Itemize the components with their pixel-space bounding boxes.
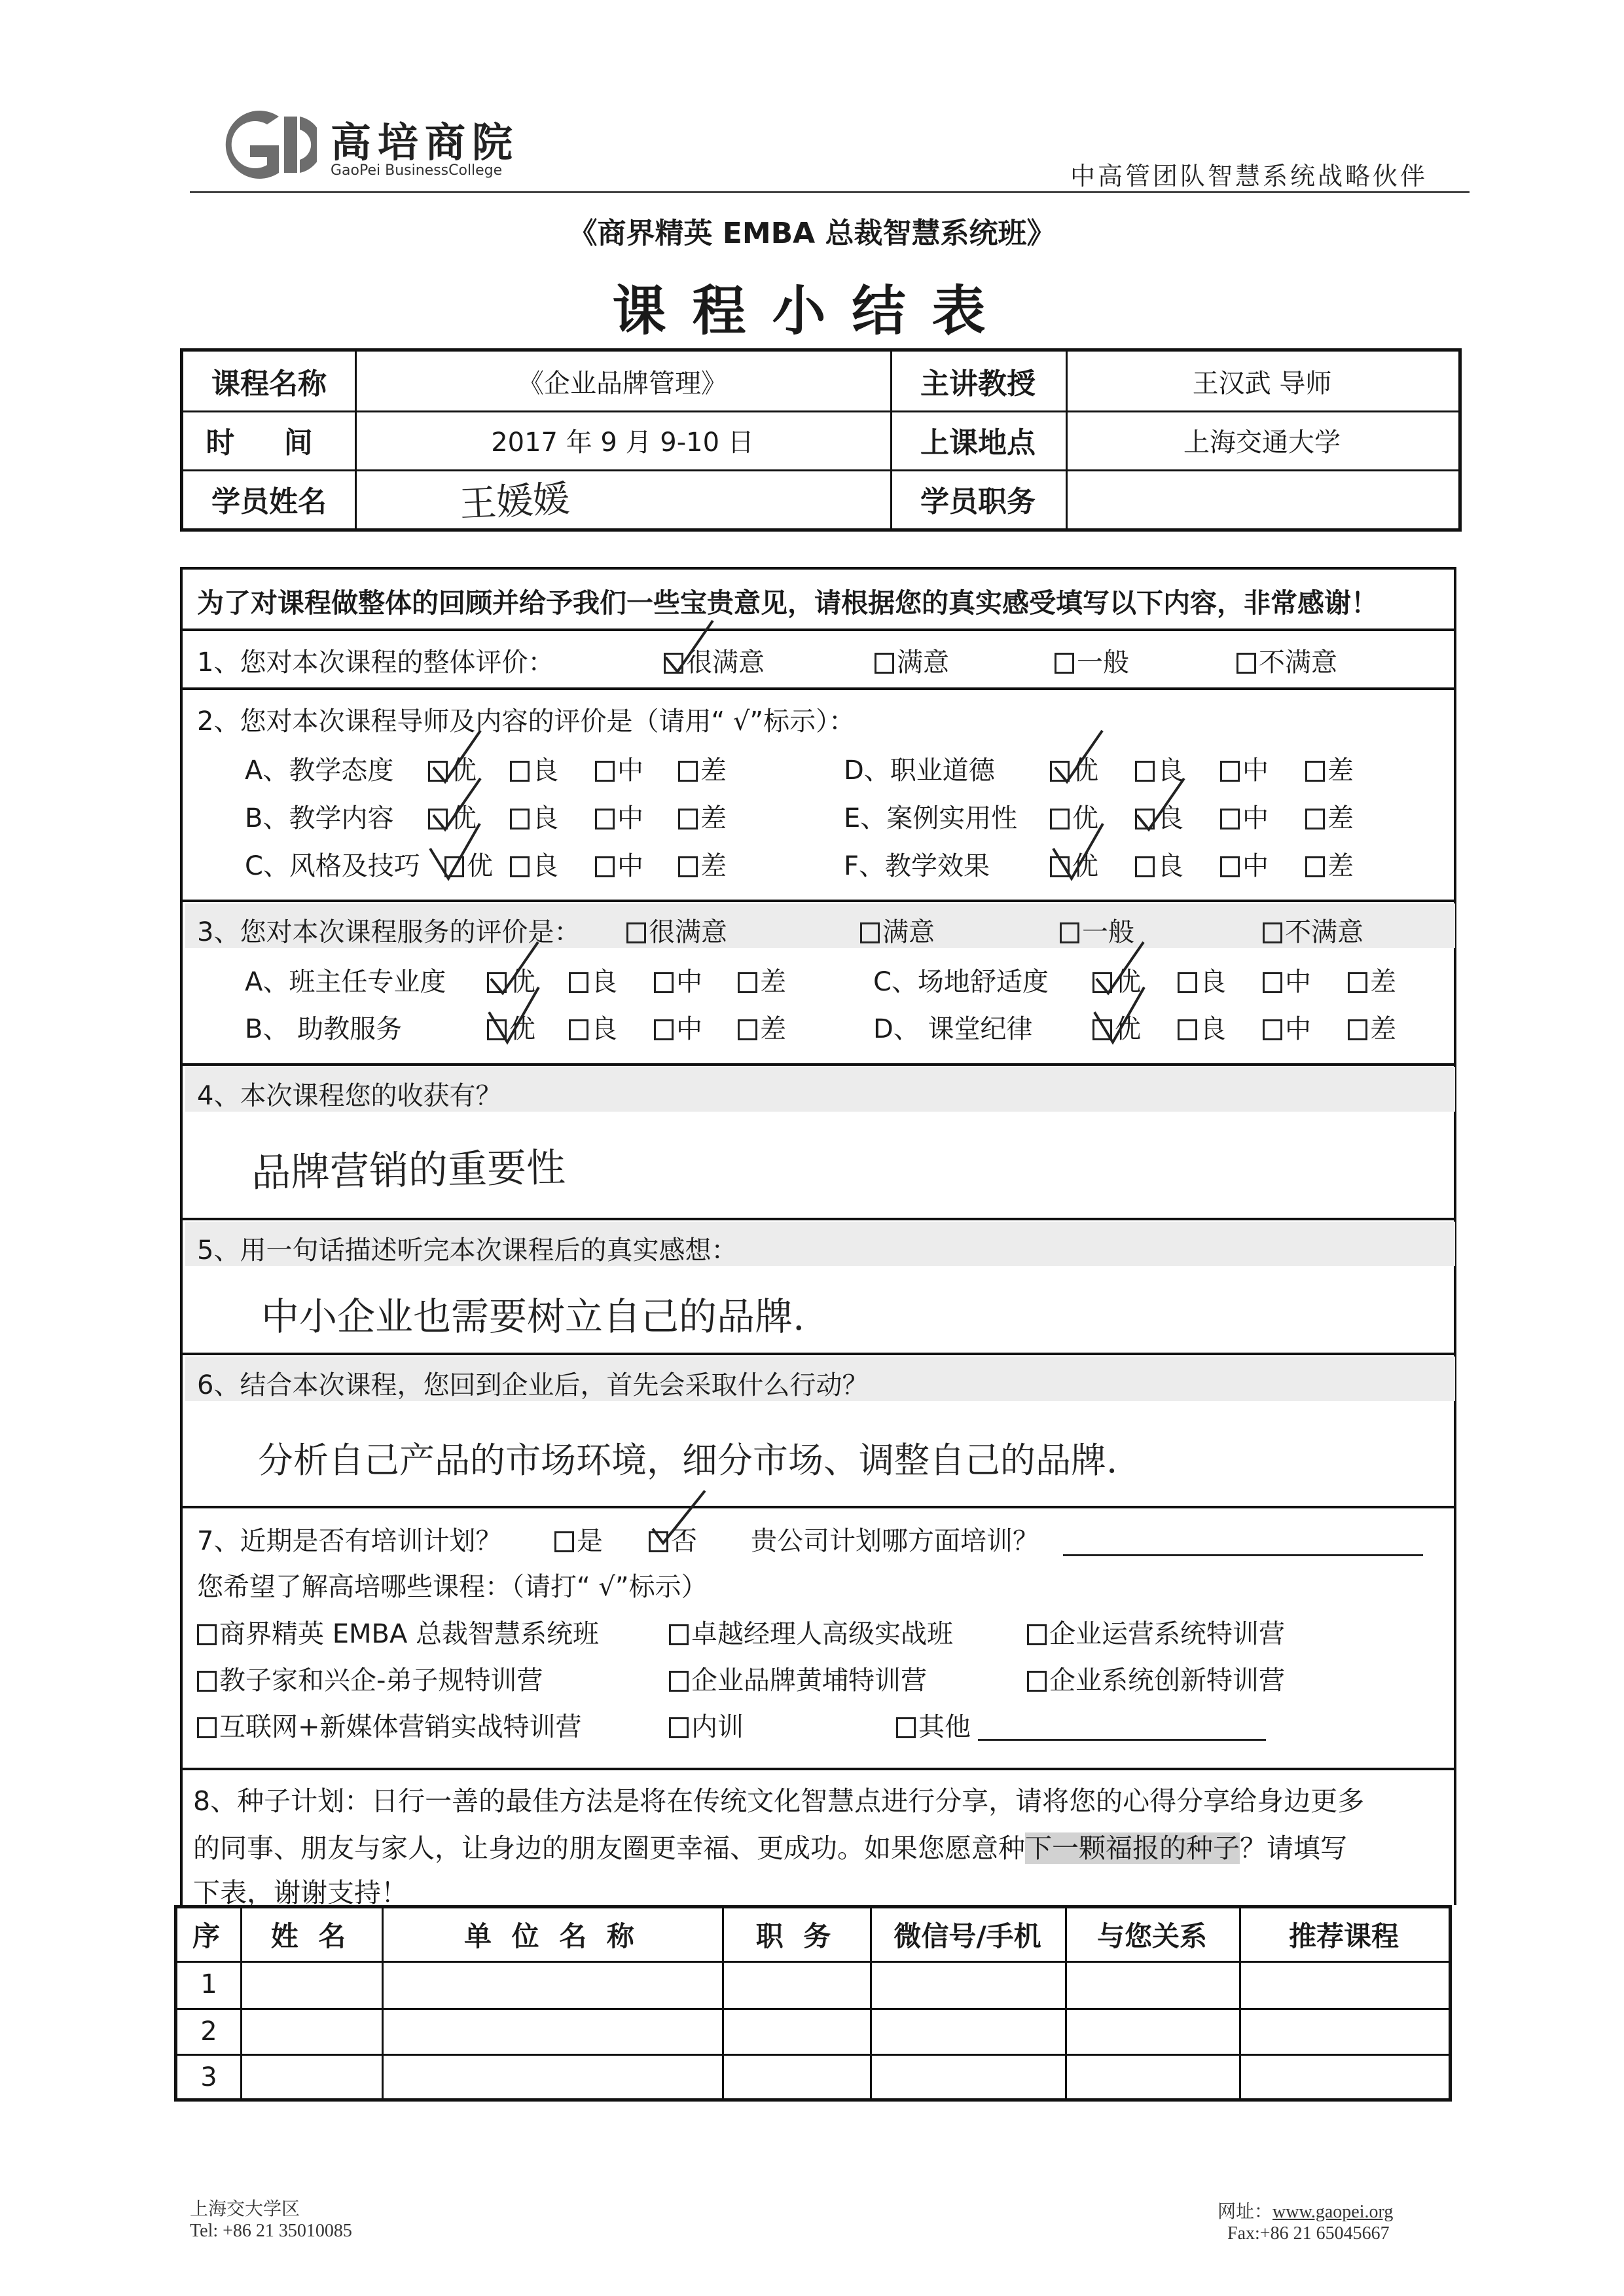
time-value: 2017 年 9 月 9-10 日 <box>491 427 754 458</box>
checkmark-icon <box>425 822 484 881</box>
header-divider <box>190 191 1470 193</box>
other-answer-line[interactable] <box>978 1739 1266 1741</box>
grade-option[interactable] <box>595 797 643 835</box>
course-info-table <box>180 348 1462 532</box>
grade-label: 中 <box>1242 851 1269 881</box>
grade-label: 良 <box>1157 756 1183 786</box>
grade-label: 差 <box>1370 1014 1396 1044</box>
grade-label: 中 <box>676 1014 702 1044</box>
footer-website <box>1218 2197 1393 2223</box>
tagline: 中高管团队智慧系统战略伙伴 <box>1070 162 1428 191</box>
grade-label: 差 <box>1370 967 1396 997</box>
q3-option-satisfied[interactable] <box>860 911 935 949</box>
grade-label: 差 <box>760 967 786 997</box>
course-option-innovation[interactable] <box>1027 1660 1285 1697</box>
grade-label: 优 <box>450 756 477 786</box>
q3-item-b-label: B、 助教服务 <box>245 1014 403 1044</box>
grade-option[interactable] <box>738 1008 786 1046</box>
grade-label: 差 <box>700 851 727 881</box>
grade-option[interactable] <box>654 1008 702 1046</box>
checkmark-icon <box>649 1489 708 1548</box>
checkbox-icon[interactable] <box>1263 972 1282 993</box>
checkbox-icon[interactable] <box>1305 809 1325 829</box>
option-label: 企业系统创新特训营 <box>1049 1666 1285 1696</box>
checkbox-icon[interactable] <box>595 856 615 877</box>
divider <box>183 687 1454 690</box>
checkbox-icon[interactable] <box>197 1624 217 1645</box>
option-label: 不满意 <box>1285 917 1363 947</box>
grade-option[interactable] <box>595 845 643 883</box>
col-header-name: 姓 名 <box>270 1920 352 1952</box>
grade-label: 优 <box>1072 851 1098 881</box>
position-label: 学员职务 <box>920 485 1036 519</box>
grade-option[interactable] <box>510 797 558 835</box>
q7-option-yes[interactable] <box>554 1520 603 1558</box>
table-row-index: 2 <box>200 2016 217 2047</box>
checkbox-icon[interactable] <box>626 922 646 943</box>
grade-option[interactable] <box>1220 845 1269 883</box>
grade-option[interactable] <box>1135 845 1183 883</box>
course-option-other[interactable] <box>896 1706 971 1743</box>
checkbox-icon[interactable] <box>1305 761 1325 782</box>
gaopei-logo-icon <box>202 105 317 185</box>
checkbox-icon[interactable] <box>1055 653 1074 674</box>
grade-label: 优 <box>1115 967 1141 997</box>
checkbox-icon[interactable] <box>678 809 698 829</box>
grade-label: 差 <box>760 1014 786 1044</box>
q6-answer-handwritten[interactable]: 分析自己产品的市场环境，细分市场、调整自己的品牌. <box>258 1440 1118 1481</box>
q2-item-c-label: C、风格及技巧 <box>245 851 420 881</box>
form-title: 课程小结表 <box>612 280 1012 342</box>
checkbox-icon[interactable] <box>669 1671 689 1692</box>
professor-label: 主讲教授 <box>920 367 1036 401</box>
course-option-emba[interactable] <box>197 1613 599 1650</box>
plan-answer-line[interactable] <box>1063 1554 1423 1556</box>
checkbox-icon[interactable] <box>197 1671 217 1692</box>
checkbox-icon[interactable] <box>595 809 615 829</box>
col-header-relation: 与您关系 <box>1096 1920 1207 1952</box>
footer-tel: Tel: +86 21 35010085 <box>190 2221 352 2241</box>
survey-box <box>180 567 1456 1770</box>
checkbox-icon[interactable] <box>1220 809 1240 829</box>
q8-line-1: 8、种子计划：日行一善的最佳方法是将在传统文化智慧点进行分享，请将您的心得分享给身边更多 <box>193 1785 1365 1817</box>
checkbox-icon[interactable] <box>1027 1624 1047 1645</box>
checkbox-icon[interactable] <box>738 972 757 993</box>
divider <box>183 900 1454 902</box>
series-title: 《商界精英 EMBA 总裁智慧系统班》 <box>568 217 1056 250</box>
checkbox-icon[interactable] <box>1263 1019 1282 1040</box>
grade-option[interactable] <box>678 797 727 835</box>
footer-campus: 上海交大学区 <box>190 2199 300 2219</box>
checkmark-icon <box>1048 822 1107 881</box>
checkbox-icon[interactable] <box>569 1019 588 1040</box>
logo-english-name: GaoPei BusinessCollege <box>331 162 503 179</box>
q3-item-c-label: C、场地舒适度 <box>873 967 1049 997</box>
grade-label: 中 <box>1285 967 1311 997</box>
checkbox-icon[interactable] <box>1220 761 1240 782</box>
grade-option[interactable] <box>1305 797 1354 835</box>
q3-text: 3、您对本次课程服务的评价是： <box>197 917 581 947</box>
course-option-operations[interactable] <box>1027 1613 1285 1650</box>
checkbox-icon[interactable] <box>1236 653 1256 674</box>
checkbox-icon[interactable] <box>678 856 698 877</box>
grade-option[interactable] <box>569 961 617 998</box>
col-header-index: 序 <box>192 1920 225 1952</box>
checkbox-icon[interactable] <box>1135 856 1155 877</box>
q2-item-a-label: A、教学态度 <box>245 756 394 786</box>
q8-line-2 <box>193 1827 1347 1865</box>
q3-option-unsatisfied[interactable] <box>1263 911 1363 949</box>
grade-label: 优 <box>1072 803 1098 833</box>
table-row-index: 1 <box>200 1969 217 1999</box>
col-header-course: 推荐课程 <box>1288 1920 1399 1952</box>
grade-option[interactable] <box>1305 750 1354 787</box>
checkbox-icon[interactable] <box>669 1717 689 1738</box>
q1-option-average[interactable] <box>1055 642 1129 679</box>
checkmark-icon <box>1132 774 1191 833</box>
grade-label: 中 <box>1285 1014 1311 1044</box>
q3-option-very-satisfied[interactable] <box>626 911 727 949</box>
q6-text: 6、结合本次课程，您回到企业后，首先会采取什么行动？ <box>197 1370 869 1400</box>
student-name-handwritten[interactable]: 王媛媛 <box>458 477 571 526</box>
checkbox-icon[interactable] <box>669 1624 689 1645</box>
course-option-inhouse[interactable] <box>669 1706 744 1743</box>
q8-line-3: 下表，谢谢支持！ <box>193 1877 408 1908</box>
col-header-company: 单 位 名 称 <box>464 1920 640 1952</box>
grade-label: 差 <box>1327 803 1354 833</box>
checkbox-icon[interactable] <box>875 653 894 674</box>
grade-label: 良 <box>532 851 558 881</box>
course-name-label: 课程名称 <box>211 367 327 401</box>
checkbox-icon[interactable] <box>595 761 615 782</box>
logo-chinese-name: 高培商院 <box>331 118 520 166</box>
course-option-manager[interactable] <box>669 1613 953 1650</box>
grade-label: 中 <box>1242 803 1269 833</box>
q1-option-satisfied[interactable] <box>875 642 949 679</box>
grade-label: 差 <box>700 803 727 833</box>
checkmark-icon <box>484 986 543 1045</box>
grade-label: 良 <box>1200 1014 1226 1044</box>
checkbox-icon[interactable] <box>654 1019 674 1040</box>
divider <box>177 2008 1449 2010</box>
divider <box>183 1063 1454 1066</box>
q4-answer-handwritten[interactable]: 品牌营销的重要性 <box>251 1144 566 1197</box>
q2-item-f-label: F、教学效果 <box>844 851 990 881</box>
q5-answer-handwritten[interactable]: 中小企业也需要树立自己的品牌. <box>261 1294 805 1339</box>
option-label: 卓越经理人高级实战班 <box>691 1619 953 1649</box>
grade-label: 优 <box>467 851 493 881</box>
divider <box>183 1506 1454 1508</box>
divider <box>177 2054 1449 2056</box>
option-label: 其他 <box>918 1712 971 1742</box>
col-header-position: 职 务 <box>755 1920 837 1952</box>
q8-line-2-start: 的同事、朋友与家人，让身边的朋友圈更幸福、更成功。如果您愿意种 <box>193 1832 1025 1864</box>
checkbox-icon[interactable] <box>738 1019 757 1040</box>
q7-plan-question: 贵公司计划哪方面培训？ <box>751 1526 1039 1556</box>
grade-option[interactable] <box>678 750 727 787</box>
q7-wish-text: 您希望了解高培哪些课程：（请打“ √”标示） <box>197 1572 708 1602</box>
checkbox-icon[interactable] <box>654 972 674 993</box>
checkmark-icon <box>1050 727 1109 786</box>
grade-label: 中 <box>1242 756 1269 786</box>
checkbox-icon[interactable] <box>554 1531 574 1552</box>
grade-label: 良 <box>591 967 617 997</box>
q7-text: 7、近期是否有培训计划？ <box>197 1526 502 1556</box>
option-label: 满意 <box>897 647 949 678</box>
grade-label: 差 <box>700 756 727 786</box>
course-option-internet[interactable] <box>197 1706 582 1743</box>
grade-option[interactable] <box>1178 1008 1226 1046</box>
option-label: 企业品牌黄埔特训营 <box>691 1666 927 1696</box>
professor-value: 王汉武 导师 <box>1192 368 1332 399</box>
course-option-brand[interactable] <box>669 1660 927 1697</box>
q2-text: 2、您对本次课程导师及内容的评价是（请用“ √”标示）： <box>197 706 856 737</box>
checkbox-icon[interactable] <box>1027 1671 1047 1692</box>
time-label: 时 间 <box>206 426 333 460</box>
checkbox-icon[interactable] <box>896 1717 916 1738</box>
option-label: 很满意 <box>686 647 765 678</box>
q2-item-e-label: E、案例实用性 <box>844 803 1018 833</box>
grade-option[interactable] <box>1178 961 1226 998</box>
survey-intro: 为了对课程做整体的回顾并给予我们一些宝贵意见，请根据您的真实感受填写以下内容，非常感谢！ <box>197 587 1378 619</box>
option-label: 企业运营系统特训营 <box>1049 1619 1285 1649</box>
checkbox-icon[interactable] <box>1178 1019 1197 1040</box>
grade-option[interactable] <box>569 1008 617 1046</box>
option-label: 互联网+新媒体营销实战特训营 <box>219 1712 582 1742</box>
grade-label: 良 <box>1200 967 1226 997</box>
option-label: 一般 <box>1077 647 1129 678</box>
q2-item-b-label: B、教学内容 <box>245 803 394 833</box>
divider <box>177 1961 1449 1963</box>
checkbox-icon[interactable] <box>510 809 530 829</box>
grade-label: 优 <box>509 967 535 997</box>
grade-option[interactable] <box>654 961 702 998</box>
checkbox-icon[interactable] <box>1305 856 1325 877</box>
grade-label: 中 <box>617 756 643 786</box>
grade-label: 优 <box>450 803 477 833</box>
col-header-wechat: 微信号/手机 <box>893 1920 1041 1952</box>
checkmark-icon <box>660 617 719 676</box>
grade-option[interactable] <box>1263 961 1311 998</box>
option-label: 不满意 <box>1259 647 1337 678</box>
grade-label: 良 <box>591 1014 617 1044</box>
checkbox-icon[interactable] <box>1178 972 1197 993</box>
checkmark-icon <box>1089 986 1148 1045</box>
grade-label: 优 <box>1115 1014 1141 1044</box>
grade-option[interactable] <box>1263 1008 1311 1046</box>
website-link[interactable]: www.gaopei.org <box>1272 2202 1394 2222</box>
option-label: 否 <box>671 1526 697 1556</box>
grade-option[interactable] <box>1220 750 1269 787</box>
grade-label: 中 <box>676 967 702 997</box>
q5-text: 5、用一句话描述听完本次课程后的真实感想： <box>197 1235 738 1266</box>
grade-option[interactable] <box>510 750 558 787</box>
website-label: 网址： <box>1218 2202 1273 2222</box>
grade-option[interactable] <box>510 845 558 883</box>
grade-label: 良 <box>1157 851 1183 881</box>
checkbox-icon[interactable] <box>510 761 530 782</box>
q1-text: 1、您对本次课程的整体评价： <box>197 647 554 678</box>
footer-fax: Fax:+86 21 65045667 <box>1227 2223 1390 2244</box>
checkbox-icon[interactable] <box>510 856 530 877</box>
q3-item-d-label: D、 课堂纪律 <box>873 1014 1033 1044</box>
grade-option[interactable] <box>595 750 643 787</box>
option-label: 内训 <box>691 1712 744 1742</box>
option-label: 很满意 <box>649 917 727 947</box>
q4-text: 4、本次课程您的收获有？ <box>197 1081 502 1111</box>
grade-label: 优 <box>509 1014 535 1044</box>
grade-option[interactable] <box>1348 1008 1396 1046</box>
option-label: 满意 <box>882 917 935 947</box>
grade-label: 良 <box>1157 803 1183 833</box>
grade-option[interactable] <box>1305 845 1354 883</box>
course-option-dizigui[interactable] <box>197 1660 543 1697</box>
grade-option[interactable] <box>738 961 786 998</box>
checkbox-icon[interactable] <box>569 972 588 993</box>
option-label: 一般 <box>1082 917 1134 947</box>
checkbox-icon[interactable] <box>678 761 698 782</box>
grade-label: 优 <box>1072 756 1098 786</box>
location-value: 上海交通大学 <box>1183 427 1341 458</box>
grade-label: 差 <box>1327 756 1354 786</box>
grade-label: 良 <box>532 803 558 833</box>
checkbox-icon[interactable] <box>1263 922 1282 943</box>
position-value[interactable] <box>1066 469 1458 528</box>
q1-option-unsatisfied[interactable] <box>1236 642 1337 679</box>
grade-label: 中 <box>617 851 643 881</box>
course-name-value: 《企业品牌管理》 <box>518 368 727 399</box>
grade-label: 中 <box>617 803 643 833</box>
grade-option[interactable] <box>1220 797 1269 835</box>
checkbox-icon[interactable] <box>1060 922 1079 943</box>
divider <box>183 629 1454 631</box>
location-label: 上课地点 <box>920 426 1036 460</box>
checkbox-icon[interactable] <box>1220 856 1240 877</box>
q3-item-a-label: A、班主任专业度 <box>245 967 446 997</box>
q8-line-2-end: ？请填写 <box>1240 1832 1347 1864</box>
q8-highlight-seed: 下一颗福报的种子 <box>1025 1832 1240 1864</box>
grade-option[interactable] <box>1348 961 1396 998</box>
checkbox-icon[interactable] <box>197 1717 217 1738</box>
divider <box>183 1353 1454 1355</box>
q2-item-d-label: D、职业道德 <box>844 756 995 786</box>
table-row-index: 3 <box>200 2062 217 2092</box>
grade-label: 差 <box>1327 851 1354 881</box>
divider <box>183 1218 1454 1220</box>
seed-plan-table <box>174 1905 1452 2102</box>
student-name-label: 学员姓名 <box>211 485 327 519</box>
grade-option[interactable] <box>678 845 727 883</box>
checkbox-icon[interactable] <box>1348 972 1367 993</box>
option-label: 教子家和兴企-弟子规特训营 <box>219 1666 543 1696</box>
option-label: 商界精英 EMBA 总裁智慧系统班 <box>219 1619 600 1649</box>
checkbox-icon[interactable] <box>1348 1019 1367 1040</box>
grade-label: 良 <box>532 756 558 786</box>
checkbox-icon[interactable] <box>860 922 880 943</box>
option-label: 是 <box>577 1526 603 1556</box>
